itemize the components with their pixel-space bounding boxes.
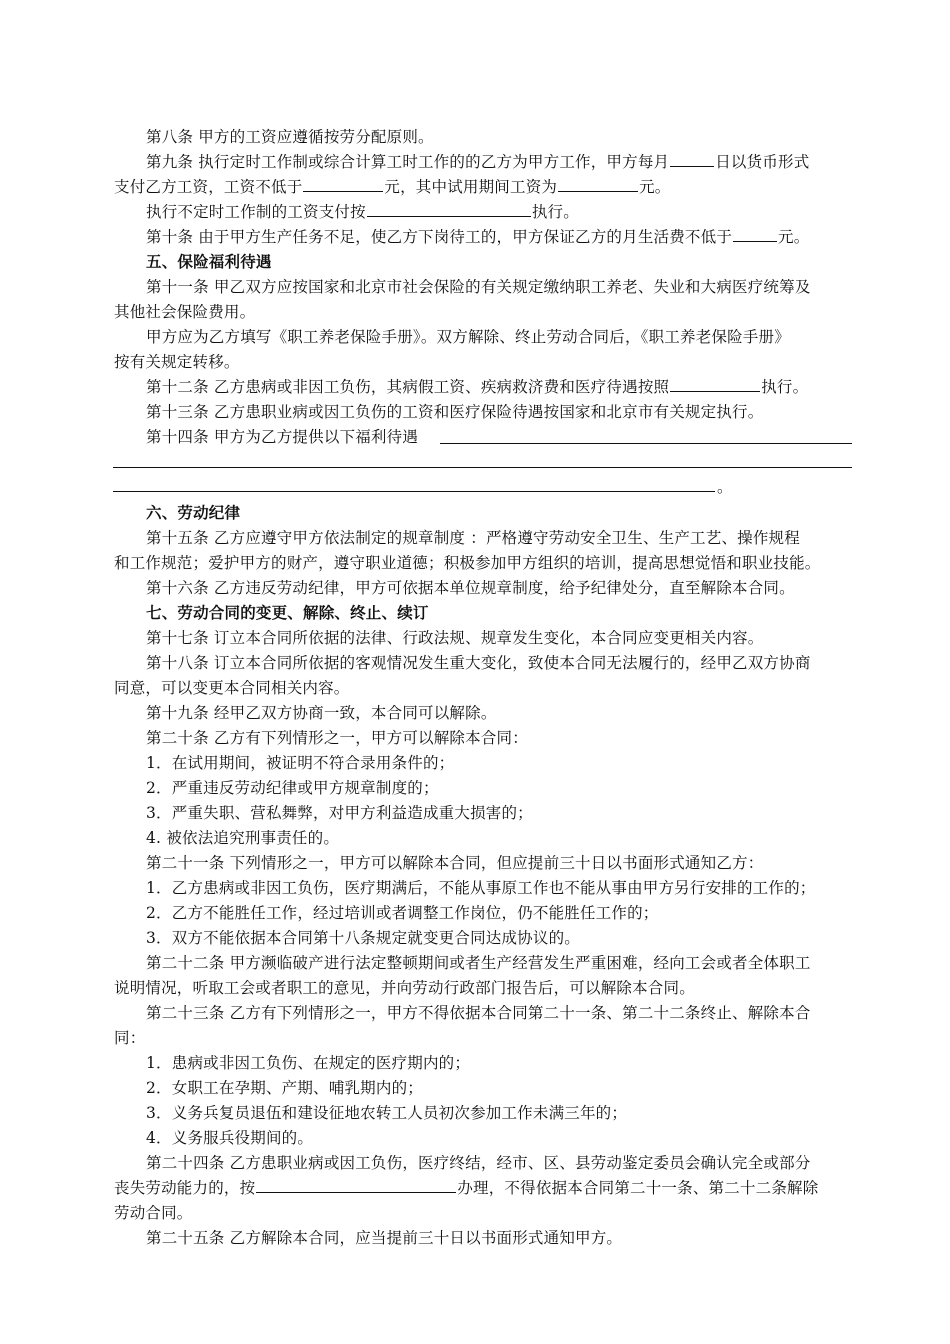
welfare-end-period: 。 [717,478,733,496]
pension-book-line1: 甲方应为乙方填写《职工养老保险手册》。双方解除、终止劳动合同后，《职工养老保险手册》 [146,328,790,346]
article-23-line1: 第二十三条 乙方有下列情形之一，甲方不得依据本合同第二十一条、第二十二条终止、解除本合 [146,1004,811,1022]
section-6-heading: 六、劳动纪律 [146,503,241,522]
article-8: 第八条 甲方的工资应遵循按劳分配原则。 [146,128,434,146]
article-20-item-1: 1．在试用期间，被证明不符合录用条件的； [146,754,455,772]
article-23-item-4: 4．义务服兵役期间的。 [146,1129,314,1147]
article-22-line2: 说明情况，听取工会或者职工的意见，并向劳动行政部门报告后，可以解除本合同。 [114,979,695,997]
article-9-line1: 第九条 执行定时工作制或综合计算工时工作的的乙方为甲方工作，甲方每月 日以货币形式 [146,153,810,171]
article-23-item-2: 2．女职工在孕期、产期、哺乳期内的； [146,1079,423,1097]
blank-probation-wage[interactable] [558,177,638,192]
blank-welfare-line2[interactable] [113,467,852,468]
article-18-line2: 同意，可以变更本合同相关内容。 [114,679,350,697]
blank-living-allowance[interactable] [733,227,777,242]
blank-welfare-line3[interactable] [113,491,715,492]
blank-pay-day[interactable] [670,152,714,167]
article-13: 第十三条 乙方患职业病或因工负伤的工资和医疗保险待遇按国家和北京市有关规定执行。 [146,403,764,421]
article-22-line1: 第二十二条 甲方濒临破产进行法定整顿期间或者生产经营发生严重困难，经向工会或者全体职工 [146,954,811,972]
article-20-item-4: 4. 被依法追究刑事责任的。 [146,829,340,847]
blank-welfare-line1[interactable] [440,443,852,444]
article-24-line2: 丧失劳动能力的，按 办理，不得依据本合同第二十一条、第二十二条解除 [114,1179,819,1197]
article-21: 第二十一条 下列情形之一，甲方可以解除本合同，但应提前三十日以书面形式通知乙方： [146,854,764,872]
article-9-line2: 支付乙方工资，工资不低于 元，其中试用期间工资为 元。 [114,178,671,196]
article-20-item-3: 3．严重失职、营私舞弊，对甲方利益造成重大损害的； [146,804,533,822]
article-16: 第十六条 乙方违反劳动纪律，甲方可依据本单位规章制度，给予纪律处分，直至解除本合同。 [146,579,795,597]
blank-min-wage[interactable] [303,177,383,192]
article-12: 第十二条 乙方患病或非因工负伤，其病假工资、疾病救济费和医疗待遇按照 执行。 [146,378,809,396]
article-23-item-1: 1．患病或非因工负伤、在规定的医疗期内的； [146,1054,471,1072]
article-11-line2: 其他社会保险费用。 [114,303,256,321]
article-20: 第二十条 乙方有下列情形之一，甲方可以解除本合同： [146,729,528,747]
article-21-item-1: 1．乙方患病或非因工负伤，医疗期满后，不能从事原工作也不能从事由甲方另行安排的工作的； [146,879,816,897]
article-23-item-3: 3．义务兵复员退伍和建设征地农转工人员初次参加工作未满三年的； [146,1104,628,1122]
article-15-line1: 第十五条 乙方应遵守甲方依法制定的规章制度 ：严格遵守劳动安全卫生、生产工艺、操作规程 [146,529,800,547]
pension-book-line2: 按有关规定转移。 [114,353,240,371]
article-21-item-3: 3．双方不能依据本合同第十八条规定就变更合同达成协议的。 [146,929,580,947]
article-21-item-2: 2．乙方不能胜任工作，经过培训或者调整工作岗位，仍不能胜任工作的； [146,904,659,922]
blank-sick-leave[interactable] [670,377,760,392]
article-25: 第二十五条 乙方解除本合同，应当提前三十日以书面形式通知甲方。 [146,1229,623,1247]
non-fixed-hours-pay: 执行不定时工作制的工资支付按 执行。 [146,203,579,221]
article-11-line1: 第十一条 甲乙双方应按国家和北京市社会保险的有关规定缴纳职工养老、失业和大病医疗统筹及 [146,278,811,296]
article-19: 第十九条 经甲乙双方协商一致，本合同可以解除。 [146,704,497,722]
article-20-item-2: 2．严重违反劳动纪律或甲方规章制度的； [146,779,439,797]
article-24-line1: 第二十四条 乙方患职业病或因工负伤，医疗终结，经市、区、县劳动鉴定委员会确认完全或部分 [146,1154,811,1172]
article-10: 第十条 由于甲方生产任务不足，使乙方下岗待工的，甲方保证乙方的月生活费不低于 元。 [146,228,810,246]
article-24-line3: 劳动合同。 [114,1204,193,1222]
article-17: 第十七条 订立本合同所依据的法律、行政法规、规章发生变化，本合同应变更相关内容。 [146,629,764,647]
article-18-line1: 第十八条 订立本合同所依据的客观情况发生重大变化，致使本合同无法履行的，经甲乙双方协商 [146,654,811,672]
article-14: 第十四条 甲方为乙方提供以下福利待遇 [146,428,419,446]
article-15-line2: 和工作规范；爱护甲方的财产，遵守职业道德；积极参加甲方组织的培训，提高思想觉悟和职业技能。 [114,554,821,572]
article-23-line2: 同： [114,1029,146,1047]
section-5-heading: 五、保险福利待遇 [146,252,272,271]
blank-non-fixed-pay[interactable] [367,202,531,217]
section-7-heading: 七、劳动合同的变更、解除、终止、续订 [146,603,429,622]
blank-disability-handling[interactable] [256,1178,456,1193]
